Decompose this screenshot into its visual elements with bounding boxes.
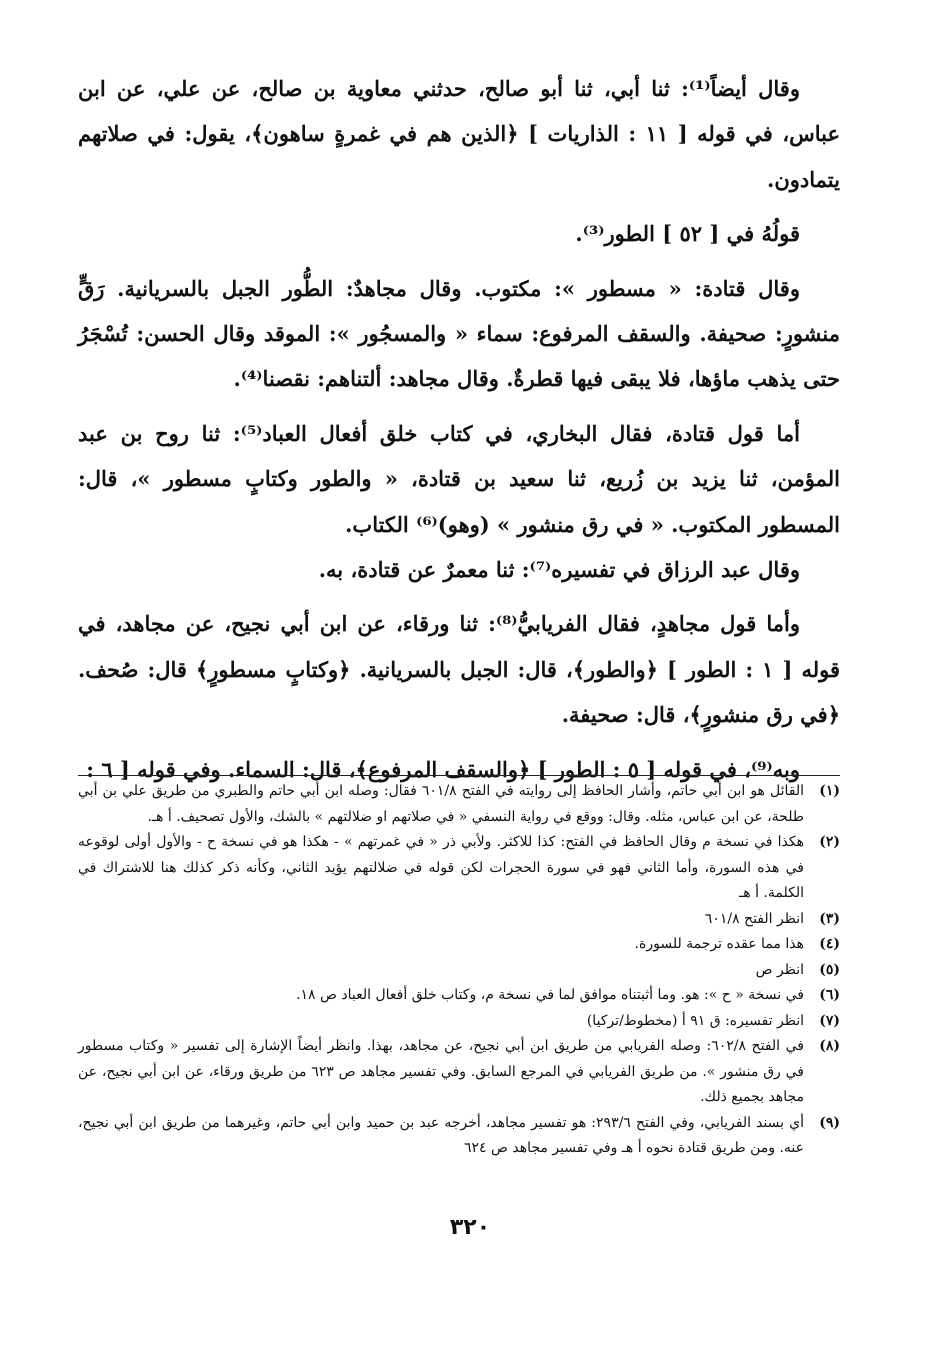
footnote — [78, 932, 840, 958]
footnote-number: (٢) — [819, 834, 840, 850]
footnote-number: (٣) — [819, 910, 840, 927]
footnote-text: في نسخة « ح »: هو. وما أثبتناه موافق لما في نسخة م، وكتاب خلق أفعال العباد ص ١٨. — [296, 987, 804, 1003]
footnotes — [78, 775, 840, 1162]
footnote-number: (٥) — [819, 961, 840, 978]
paragraph-ibn-abbas: وقال أيضاً⁽¹⁾: ثنا أبي، ثنا أبو صالح، حدثني معاوية بن صالح، عن علي، عن ابن عباس، في قوله [ ١١ : الذاريات ] ﴿الذين هم في غمرةٍ ساهون﴾، يقول: في صلاتهم يتمادون. — [78, 76, 840, 192]
paragraph-abdurrazzaq: وقال عبد الرزاق في تفسيره⁽⁷⁾: ثنا معمرٌ عن قتادة، به. — [318, 557, 800, 583]
footnote-text: في الفتح ٦٠٢/٨: وصله الفريابي من طريق ابن أبي نجيح، عن مجاهد، بهذا. وانظر أيضاً الإشارة إلى تفسير « وكتاب مسطور في رق منشور ». من طريق الفريابي في المرجع السابق. وفي تفسير مجاهد ص ٦٢٣ من طريق ورقاء، عن ابن أبي نجيح، عن مجاهد بجميع ذلك. — [78, 1038, 804, 1105]
footnote — [78, 830, 840, 907]
footnote — [78, 907, 840, 933]
main-text — [78, 66, 840, 792]
page-number: ٣٢٠ — [449, 1215, 491, 1240]
footnote — [78, 1034, 840, 1111]
footnote-number: (١) — [819, 783, 840, 799]
footnote — [78, 983, 840, 1009]
footnote-text: انظر ص — [755, 961, 804, 978]
footnote-number: (٨) — [819, 1038, 840, 1054]
paragraph-wa-bihi: وبه⁽⁹⁾، في قوله [ ٥ : الطور ] ﴿والسقف المرفوع﴾، قال: السماء. وفي قوله [ ٦ : — [86, 756, 800, 782]
footnote-text: انظر الفتح ٦٠١/٨ — [704, 910, 804, 927]
footnote — [78, 958, 840, 984]
footnote-text: أي بسند الفريابي، وفي الفتح ٢٩٣/٦: هو تفسير مجاهد، أخرجه عبد بن حميد وابن أبي حاتم، وغيرهما من طريق ابن أبي نجيح، عنه. ومن طريق قتادة نحوه أ هـ وفي تفسير مجاهد ص ٦٢٤ — [78, 1114, 804, 1156]
footnote — [78, 1009, 840, 1035]
footnote-number: (٦) — [819, 987, 840, 1003]
paragraph-bukhari: أما قول قتادة، فقال البخاري، في كتاب خلق أفعال العباد⁽⁵⁾: ثنا روح بن عبد المؤمن، ثنا يزيد بن زُريع، ثنا سعيد بن قتادة، « والطور وكتابٍ مسطور »، قال: المسطور المكتوب. « في رق منشور » (وهو)⁽⁶⁾ الكتاب. — [78, 420, 840, 537]
footnote-text: انظر تفسيره: ق ٩١ أ (مخطوط/تركيا) — [586, 1012, 804, 1029]
footnote-number: (٤) — [819, 936, 840, 952]
section-heading-tur: قولُهُ في [ ٥٢ ] الطور⁽³⁾. — [575, 221, 800, 247]
footnote — [78, 779, 840, 830]
footnote-text: القائل هو ابن أبي حاتم، وأشار الحافظ إلى روايته في الفتح ٦٠١/٨ فقال: وصله ابن أبي حاتم والطبري من طريق علي بن أبي طلحة، عن ابن عباس، مثله. وقال: ووقع في رواية النسفي « في صلاتهم او ضلالتهم » بالشك، والأول تصحيف. أ هـ. — [78, 783, 804, 825]
paragraph-qatada-mujahid: وقال قتادة: « مسطور »: مكتوب. وقال مجاهدٌ: الطُّور الجبل بالسريانية. رَقٍّ منشورٍ: صحيفة. والسقف المرفوع: سماء « والمسجُور »: الموقد وقال الحسن: تُسْجَرُ حتى يذهب ماؤها، فلا يبقى فيها قطرةٌ. وقال مجاهد: ألتناهم: نقصنا⁽⁴⁾. — [78, 275, 840, 392]
footnote-number: (٧) — [819, 1012, 840, 1029]
footnote-text: هكذا في نسخة م وقال الحافظ في الفتح: كذا للاكثر. ولأبي ذر « في غمرتهم » - هكذا هو في نسخة ح - والأول أولى لوقوعه في هذه السورة، وأما الثاني فهو في سورة الحجرات لكن قوله في ضلالتهم يؤيد الثاني، وكأنه ذكر كذلك هنا للاشتراك في الكلمة. أ هـ — [78, 834, 804, 901]
paragraph-firyabi: وأما قول مجاهدٍ، فقال الفريابيُّ⁽⁸⁾: ثنا ورقاء، عن ابن أبي نجيح، عن مجاهد، في قوله [ ١ : الطور ] ﴿والطور﴾، قال: الجبل بالسريانية. ﴿وكتابٍ مسطورٍ﴾ قال: صُحف. ﴿في رق منشورٍ﴾، قال: صحيفة. — [78, 611, 840, 728]
footnote-text: هذا مما عقده ترجمة للسورة. — [634, 936, 804, 952]
footnote — [78, 1111, 840, 1162]
footnote-number: (٩) — [819, 1114, 840, 1131]
